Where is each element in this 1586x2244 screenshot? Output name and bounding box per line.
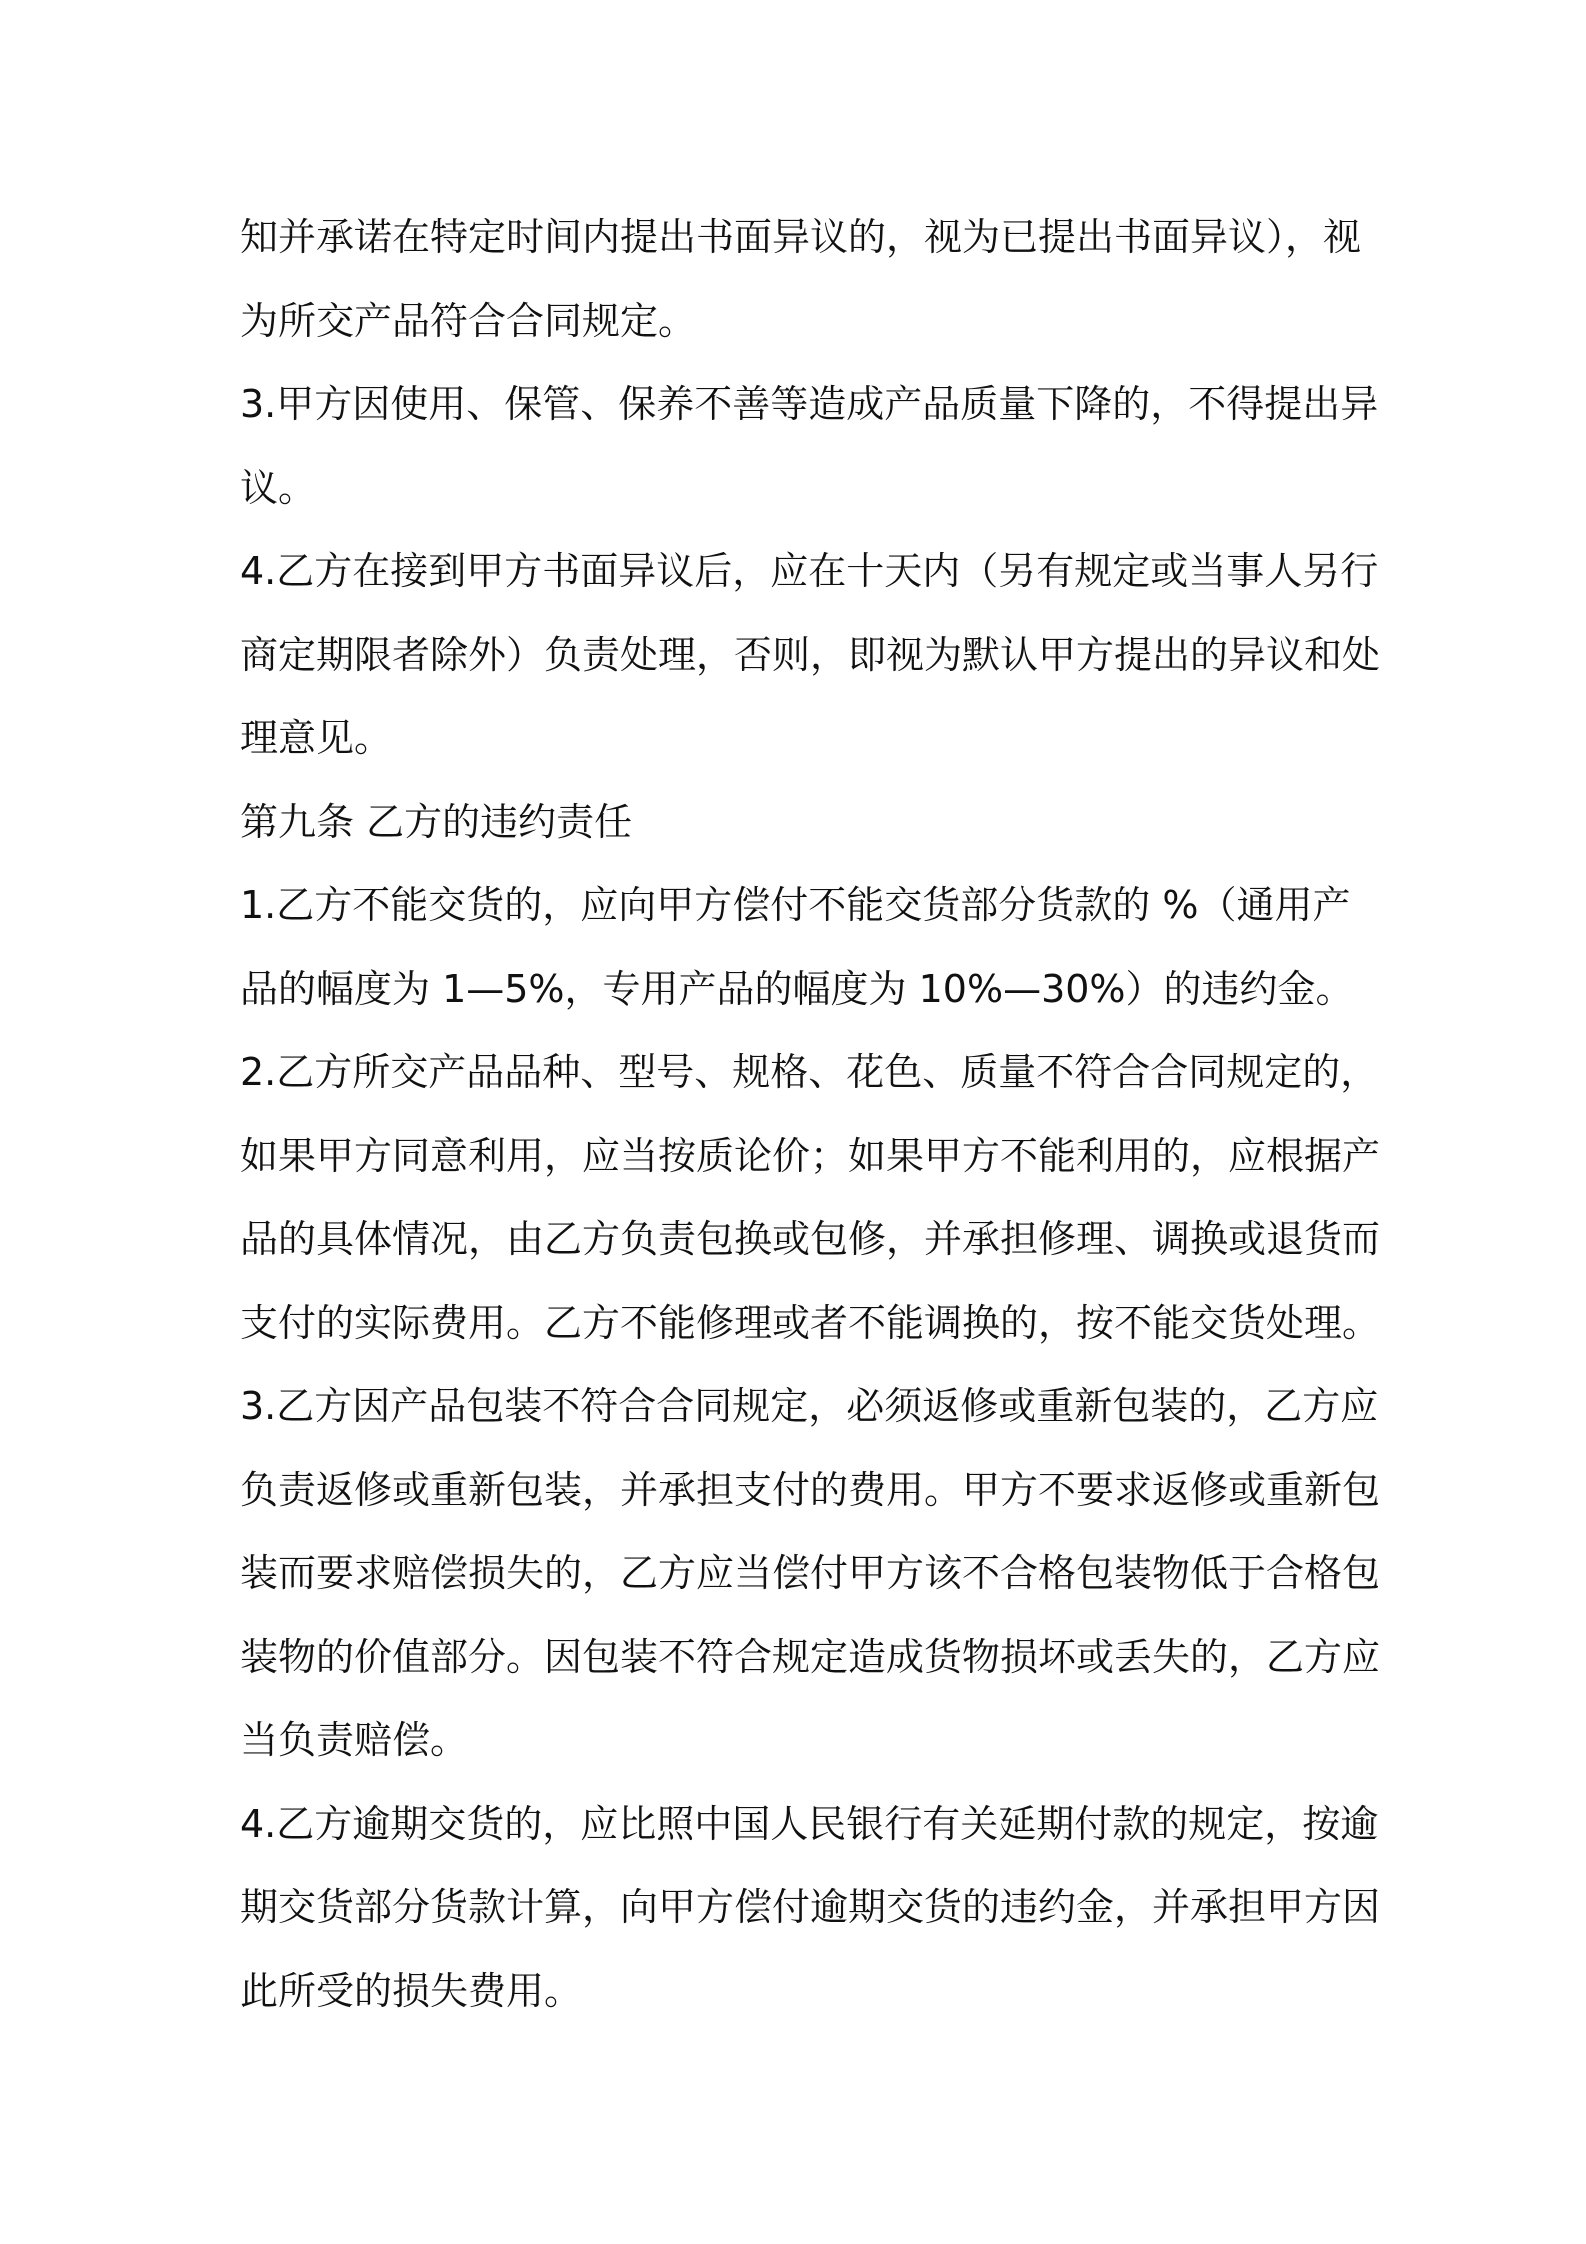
text-line: 知并承诺在特定时间内提出书面异议的，视为已提出书面异议），视: [240, 215, 1362, 259]
document-body: [240, 196, 1381, 2033]
text-line: 负责返修或重新包装，并承担支付的费用。甲方不要求返修或重新包: [240, 1467, 1381, 1512]
text-line: 4.乙方在接到甲方书面异议后，应在十天内（另有规定或当事人另行: [240, 549, 1379, 593]
text-line: 品的幅度为 1—5%，专用产品的幅度为 10%—30%）的违约金。: [240, 966, 1354, 1011]
text-line: 支付的实际费用。乙方不能修理或者不能调换的，按不能交货处理。: [240, 1300, 1381, 1345]
text-line: 1.乙方不能交货的，应向甲方偿付不能交货部分货款的 %（通用产: [240, 883, 1351, 927]
text-line: 期交货部分货款计算，向甲方偿付逾期交货的违约金，并承担甲方因: [240, 1885, 1381, 1929]
text-line: 此所受的损失费用。: [240, 1968, 583, 2013]
text-line: 理意见。: [240, 716, 393, 760]
text-line: 2.乙方所交产品品种、型号、规格、花色、质量不符合合同规定的，: [240, 1050, 1379, 1094]
text-line: 装而要求赔偿损失的，乙方应当偿付甲方该不合格包装物低于合格包: [240, 1551, 1381, 1595]
text-line: 如果甲方同意利用，应当按质论价；如果甲方不能利用的，应根据产: [240, 1133, 1381, 1178]
text-line: 3.甲方因使用、保管、保养不善等造成产品质量下降的，不得提出异: [240, 382, 1379, 426]
text-line: 装物的价值部分。因包装不符合规定造成货物损坏或丢失的，乙方应: [240, 1634, 1381, 1679]
text-line: 品的具体情况，由乙方负责包换或包修，并承担修理、调换或退货而: [240, 1217, 1381, 1261]
text-line: 当负责赔偿。: [240, 1718, 469, 1762]
text-line: 议。: [240, 465, 317, 510]
text-line: 商定期限者除外）负责处理，否则，即视为默认甲方提出的异议和处: [240, 632, 1381, 677]
text-line: 为所交产品符合合同规定。: [240, 298, 697, 343]
text-line: 3.乙方因产品包装不符合合同规定，必须返修或重新包装的，乙方应: [240, 1384, 1379, 1428]
section-heading: 第九条 乙方的违约责任: [240, 799, 633, 844]
text-line: 4.乙方逾期交货的，应比照中国人民银行有关延期付款的规定，按逾: [240, 1801, 1379, 1846]
